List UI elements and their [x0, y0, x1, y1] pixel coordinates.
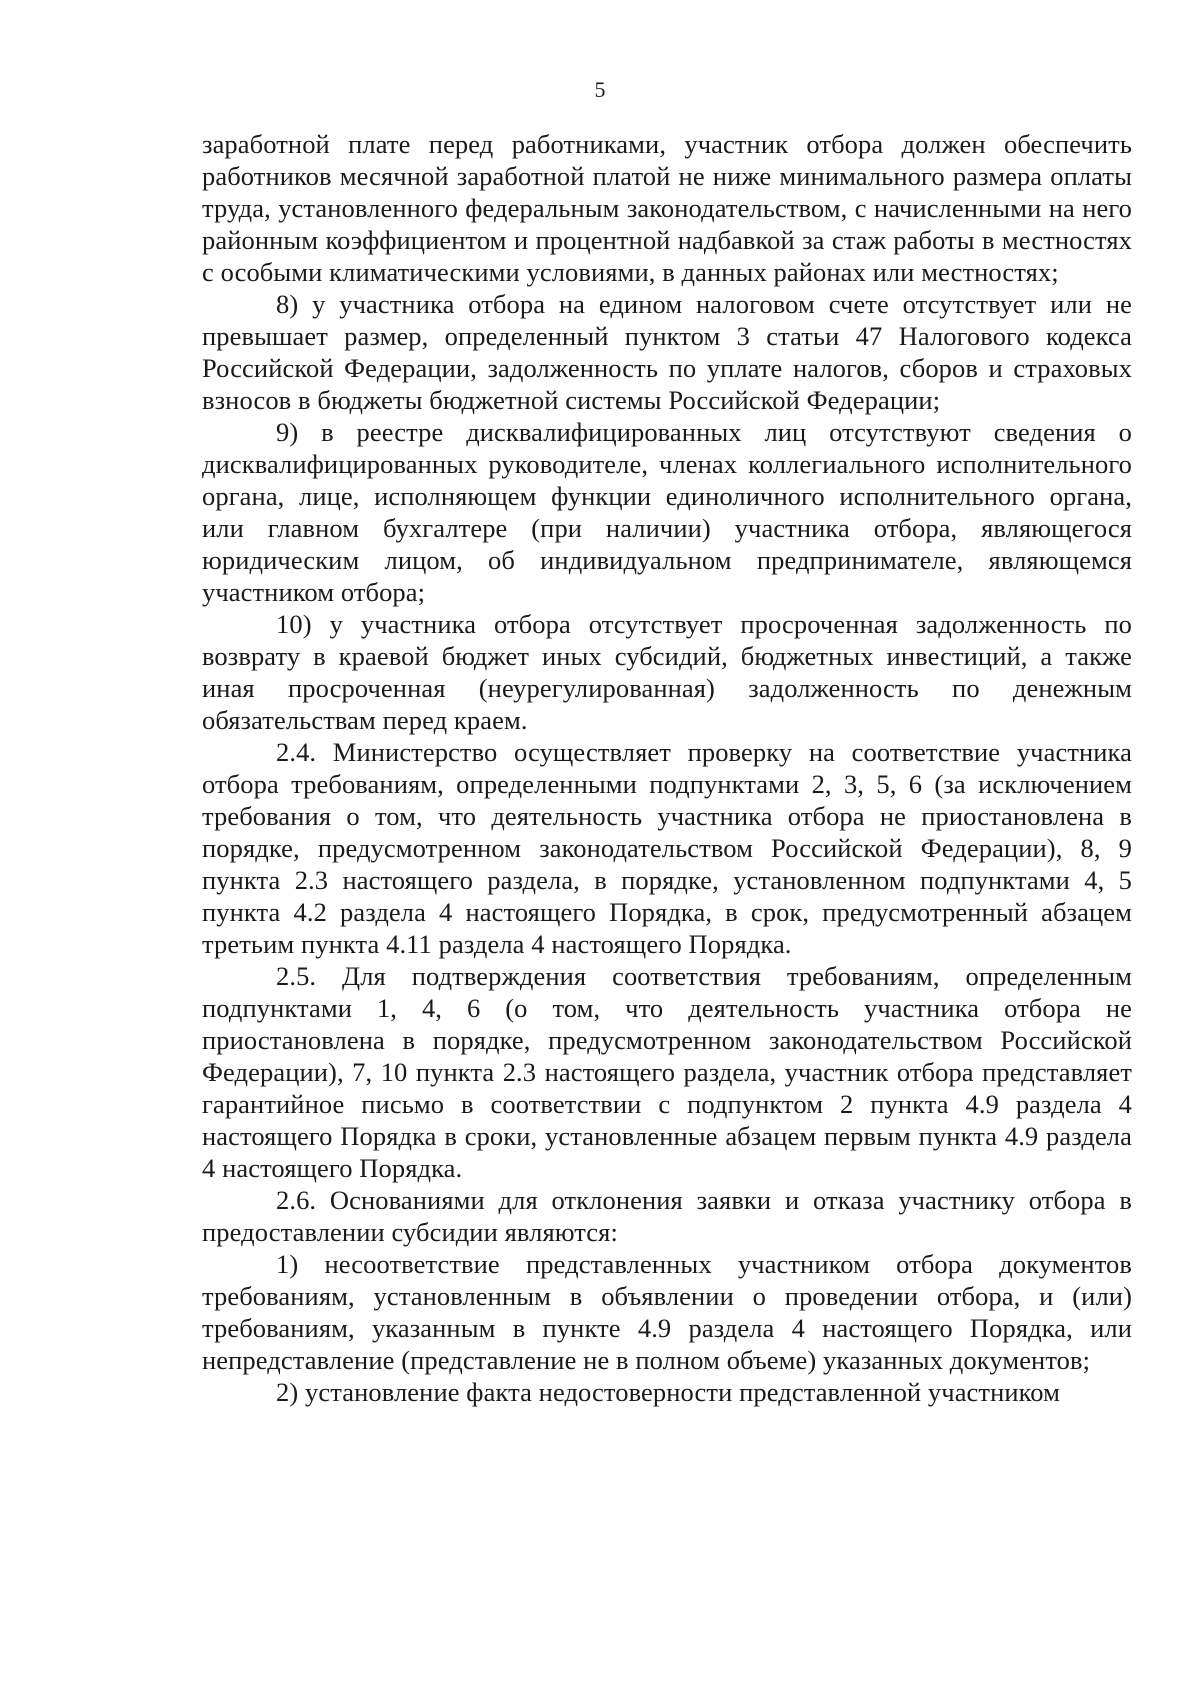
paragraph-continuation: заработной плате перед работниками, участник отбора должен обеспечить работников месячной заработной платой не ниже минимального размера оплаты труда, установленного федеральным законодательством, с начисленными на него районным коэффициентом и процентной надбавкой за стаж работы в местностях с особыми климатическими условиями, в данных районах или местностях;	[202, 129, 1132, 287]
paragraph-item-10: 10) у участника отбора отсутствует просроченная задолженность по возврату в краевой бюджет иных субсидий, бюджетных инвестиций, а также иная просроченная (неурегулированная) задолженность по денежным обязательствам перед краем.	[202, 609, 1132, 735]
paragraph-reason-1: 1) несоответствие представленных участником отбора документов требованиям, установленным в объявлении о проведении отбора, и (или) требованиям, указанным в пункте 4.9 раздела 4 настоящего Порядка, или непредставление (представление не в полном объеме) указанных документов;	[202, 1249, 1132, 1375]
paragraph-item-9: 9) в реестре дисквалифицированных лиц отсутствуют сведения о дисквалифицированных руководителе, членах коллегиального исполнительного органа, лице, исполняющем функции единоличного исполнительного органа, или главном бухгалтере (при наличии) участника отбора, являющегося юридическим лицом, об индивидуальном предпринимателе, являющемся участником отбора;	[202, 417, 1132, 607]
paragraph-section-2-6: 2.6. Основаниями для отклонения заявки и отказа участнику отбора в предоставлении субсидии являются:	[202, 1185, 1132, 1247]
paragraph-item-8: 8) у участника отбора на едином налоговом счете отсутствует или не превышает размер, определенный пунктом 3 статьи 47 Налогового кодекса Российской Федерации, задолженность по уплате налогов, сборов и страховых взносов в бюджеты бюджетной системы Российской Федерации;	[202, 289, 1132, 415]
document-body	[202, 128, 1132, 1408]
paragraph-reason-2: 2) установление факта недостоверности представленной участником	[276, 1377, 1061, 1407]
page-number: 5	[594, 77, 606, 102]
paragraph-section-2-4: 2.4. Министерство осуществляет проверку на соответствие участника отбора требованиям, определенными подпунктами 2, 3, 5, 6 (за исключением требования о том, что деятельность участника отбора не приостановлена в порядке, предусмотренном законодательством Российской Федерации), 8, 9 пункта 2.3 настоящего раздела, в порядке, установленном подпунктами 4, 5 пункта 4.2 раздела 4 настоящего Порядка, в срок, предусмотренный абзацем третьим пункта 4.11 раздела 4 настоящего Порядка.	[202, 737, 1132, 959]
paragraph-section-2-5: 2.5. Для подтверждения соответствия требованиям, определенным подпунктами 1, 4, 6 (о том, что деятельность участника отбора не приостановлена в порядке, предусмотренном законодательством Российской Федерации), 7, 10 пункта 2.3 настоящего раздела, участник отбора представляет гарантийное письмо в соответствии с подпунктом 2 пункта 4.9 раздела 4 настоящего Порядка в сроки, установленные абзацем первым пункта 4.9 раздела 4 настоящего Порядка.	[202, 961, 1132, 1183]
